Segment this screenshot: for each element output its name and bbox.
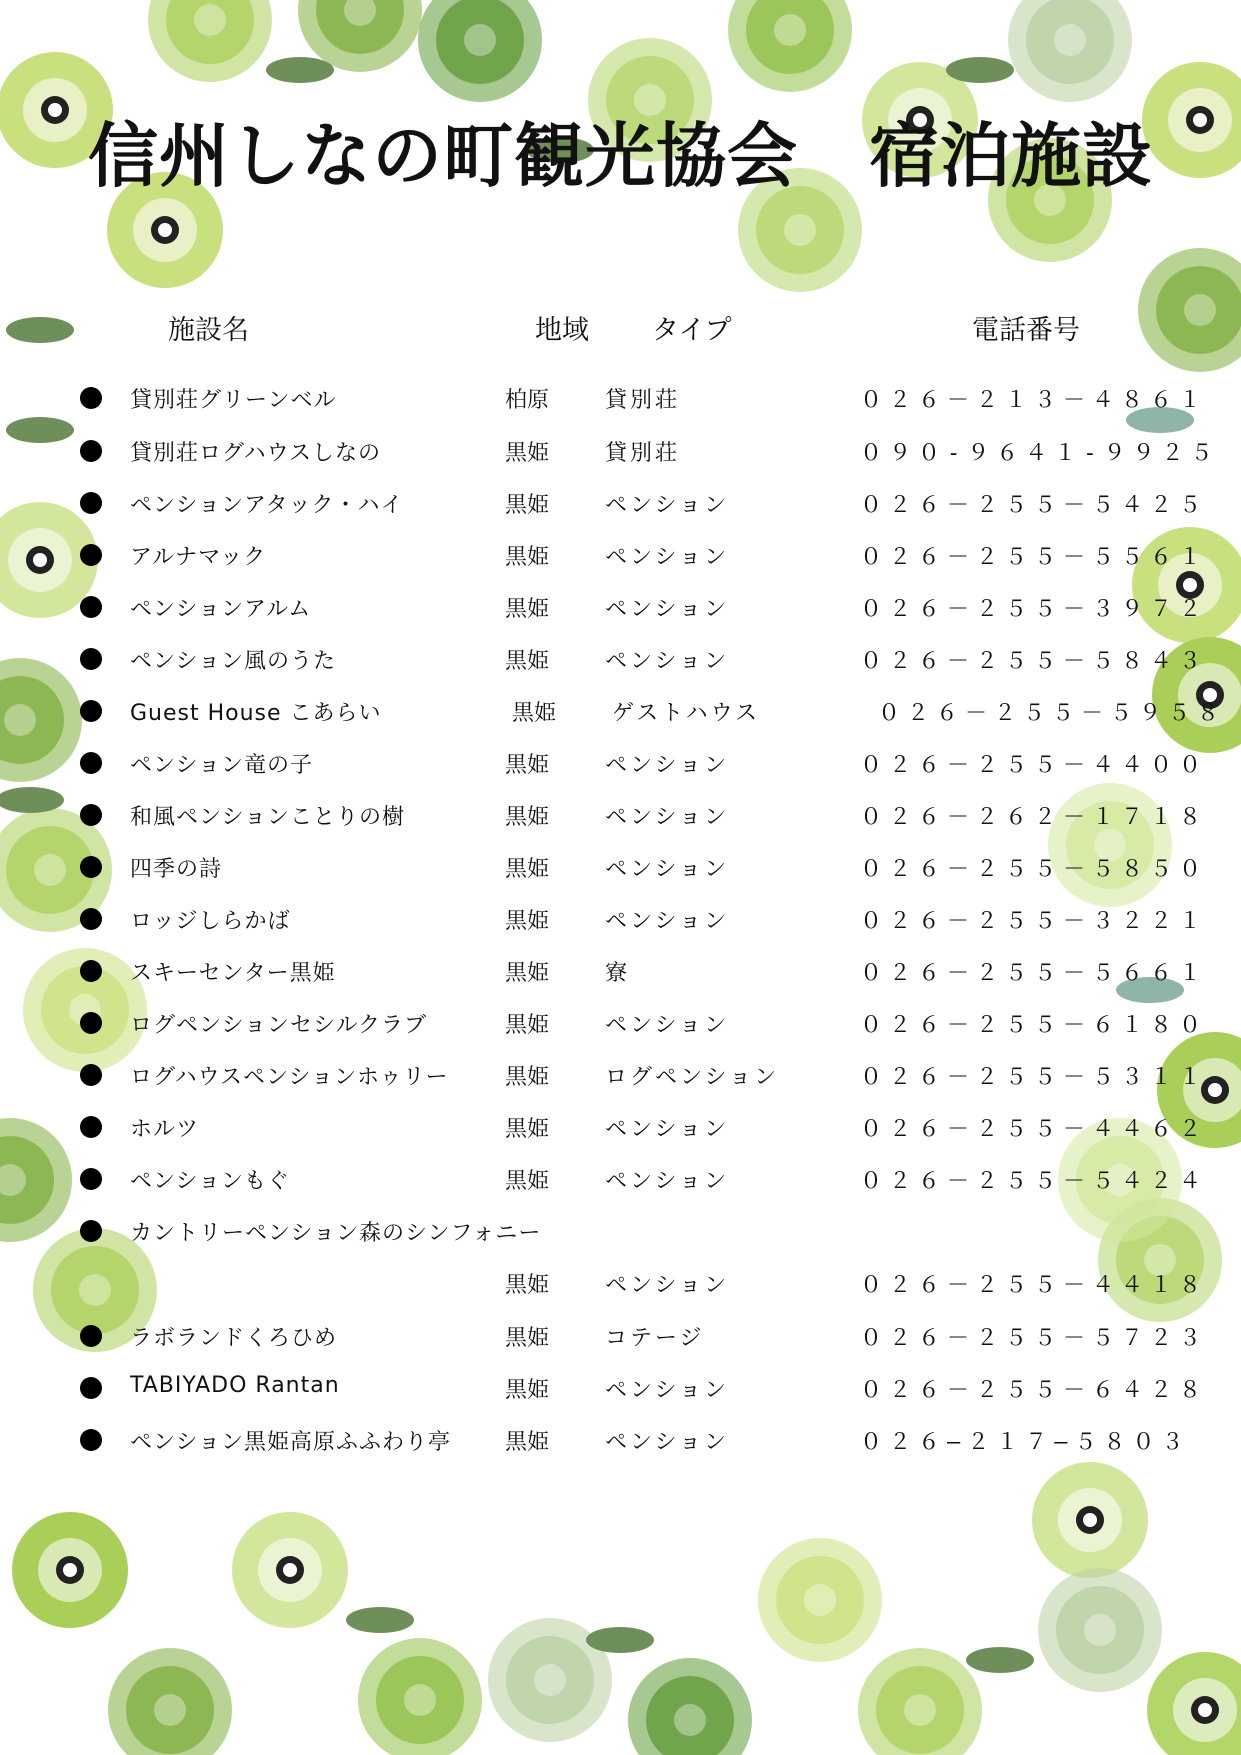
bullet-icon (80, 387, 102, 409)
list-item (0, 848, 1241, 888)
list-item (0, 588, 1241, 628)
facility-region: 黒姫 (505, 1117, 550, 1142)
list-item (0, 536, 1241, 576)
list-item (0, 692, 1241, 732)
bullet-icon (80, 1012, 102, 1034)
facility-phone: ０２６－２１３－４８６１ (860, 388, 1209, 413)
facility-region: 黒姫 (505, 1013, 550, 1038)
facility-type: ログペンション (605, 1065, 780, 1090)
facility-region: 黒姫 (505, 597, 550, 622)
facility-name: 四季の詩 (130, 857, 223, 882)
facility-region: 黒姫 (512, 701, 557, 726)
facility-type: 貸別荘 (605, 388, 681, 413)
facility-region: 黒姫 (505, 1326, 550, 1351)
facility-region: 黒姫 (505, 961, 550, 986)
bullet-icon (80, 908, 102, 930)
facility-region: 黒姫 (505, 1065, 550, 1090)
bullet-icon (80, 804, 102, 826)
facility-region: 黒姫 (505, 857, 550, 882)
facility-phone: ０２６－２５５－３２２１ (860, 909, 1209, 934)
facility-phone: ０２６－２６２－１７１８ (860, 805, 1209, 830)
facility-name: 貸別荘グリーンベル (130, 388, 337, 413)
list-item (0, 379, 1241, 419)
facility-region: 黒姫 (505, 753, 550, 778)
list-item (0, 900, 1241, 940)
facility-phone: ０２６－２５５－５４２５ (860, 493, 1209, 518)
facility-phone: ０２６－２５５－５３１１ (860, 1065, 1209, 1090)
facility-type: ペンション (605, 493, 730, 518)
bullet-icon (80, 648, 102, 670)
facility-type: ペンション (605, 909, 730, 934)
bullet-icon (80, 1377, 102, 1399)
facility-name: ロッジしらかば (130, 909, 291, 934)
bullet-icon (80, 752, 102, 774)
facility-region: 黒姫 (505, 441, 550, 466)
facility-name: Guest House こあらい (130, 701, 382, 726)
bullet-icon (80, 1220, 102, 1242)
facility-name: 和風ペンションことりの樹 (130, 805, 406, 830)
list-item (0, 640, 1241, 680)
facility-name: ペンション竜の子 (130, 753, 314, 778)
bullet-icon (80, 856, 102, 878)
facility-type: ゲストハウス (612, 701, 761, 726)
facility-name: ペンションアタック・ハイ (130, 493, 404, 518)
facility-phone: ０２６－２５５－５６６１ (860, 961, 1209, 986)
list-item (0, 952, 1241, 992)
facility-type: ペンション (605, 1378, 730, 1403)
facility-phone: ０９０-９６４１-９９２５ (860, 441, 1220, 466)
facility-region: 黒姫 (505, 545, 550, 570)
list-item (0, 1160, 1241, 1200)
facility-phone: ０２６－２５５－６１８０ (860, 1013, 1209, 1038)
facility-phone: ０２６－２５５－４４１８ (860, 1273, 1209, 1298)
list-item (0, 484, 1241, 524)
facility-region: 黒姫 (505, 493, 550, 518)
facility-phone: ０２６－２５５－５５６１ (860, 545, 1209, 570)
facility-name: カントリーペンション森のシンフォニー (130, 1221, 542, 1246)
bullet-icon (80, 544, 102, 566)
facility-region: 黒姫 (505, 649, 550, 674)
list-item (0, 432, 1241, 472)
facility-type: ペンション (605, 597, 730, 622)
facility-name: スキーセンター黒姫 (130, 961, 336, 986)
list-item-continuation (0, 1264, 1241, 1304)
facility-region: 黒姫 (505, 1378, 550, 1403)
header-facility-name: 施設名 (168, 315, 249, 346)
header-phone: 電話番号 (972, 315, 1080, 346)
facility-type: ペンション (605, 1169, 730, 1194)
list-item (0, 1369, 1241, 1409)
facility-name: ログハウスペンションホゥリー (130, 1065, 449, 1090)
facility-name: ペンションもぐ (130, 1169, 291, 1194)
facility-phone: ０２６－２５５－４４６２ (860, 1117, 1209, 1142)
facility-name: 貸別荘ログハウスしなの (130, 441, 382, 466)
facility-type: コテージ (605, 1326, 705, 1351)
facility-type: ペンション (605, 1013, 730, 1038)
facility-region: 黒姫 (505, 1430, 550, 1455)
facility-name: ペンション黒姫高原ふふわり亭 (130, 1430, 452, 1455)
header-region: 地域 (535, 315, 589, 346)
facility-phone: ０２６－２５５－３９７２ (860, 597, 1209, 622)
list-item (0, 1212, 1241, 1252)
list-item (0, 1108, 1241, 1148)
facility-type: 寮 (605, 961, 631, 986)
bullet-icon (80, 596, 102, 618)
bullet-icon (80, 700, 102, 722)
facility-region: 黒姫 (505, 1169, 550, 1194)
facility-name: TABIYADO Rantan (130, 1373, 340, 1398)
facility-type: ペンション (605, 805, 730, 830)
facility-type: ペンション (605, 857, 730, 882)
facility-phone: ０２６－２５５－６４２８ (860, 1378, 1209, 1403)
facility-phone: ０２６－２５５－５７２３ (860, 1326, 1209, 1351)
facility-type: ペンション (605, 1273, 730, 1298)
facility-phone: ０２６－２５５－４４００ (860, 753, 1209, 778)
facility-phone: ０２６－２５５－５９５８ (878, 701, 1227, 726)
list-item (0, 744, 1241, 784)
list-item (0, 1004, 1241, 1044)
bullet-icon (80, 440, 102, 462)
bullet-icon (80, 492, 102, 514)
list-item (0, 1056, 1241, 1096)
facility-type: 貸別荘 (605, 441, 681, 466)
list-item (0, 1421, 1241, 1461)
facility-type: ペンション (605, 1430, 730, 1455)
bullet-icon (80, 960, 102, 982)
facility-region: 黒姫 (505, 909, 550, 934)
bullet-icon (80, 1429, 102, 1451)
facility-type: ペンション (605, 649, 730, 674)
list-item (0, 796, 1241, 836)
facility-type: ペンション (605, 753, 730, 778)
bullet-icon (80, 1325, 102, 1347)
page-title: 信州しなの町観光協会 宿泊施設 (88, 115, 1153, 197)
facility-name: ペンションアルム (130, 597, 312, 622)
facility-phone: ０２６－２５５－５８５０ (860, 857, 1209, 882)
facility-type: ペンション (605, 545, 730, 570)
bullet-icon (80, 1168, 102, 1190)
facility-name: ホルツ (130, 1117, 200, 1142)
bullet-icon (80, 1116, 102, 1138)
bullet-icon (80, 1064, 102, 1086)
facility-type: ペンション (605, 1117, 730, 1142)
facility-phone: ０２６－２５５－５４２４ (860, 1169, 1209, 1194)
facility-phone: ０２６―２１７―５８０３ (860, 1430, 1191, 1455)
facility-phone: ０２６－２５５－５８４３ (860, 649, 1209, 674)
list-item (0, 1317, 1241, 1357)
header-type: タイプ (652, 315, 732, 346)
facility-name: ログペンションセシルクラブ (130, 1013, 428, 1038)
facility-region: 柏原 (505, 388, 550, 413)
facility-name: ペンション風のうた (130, 649, 337, 674)
facility-name: アルナマック (130, 545, 267, 570)
facility-name: ラボランドくろひめ (130, 1326, 338, 1351)
facility-region: 黒姫 (505, 1273, 550, 1298)
facility-region: 黒姫 (505, 805, 550, 830)
